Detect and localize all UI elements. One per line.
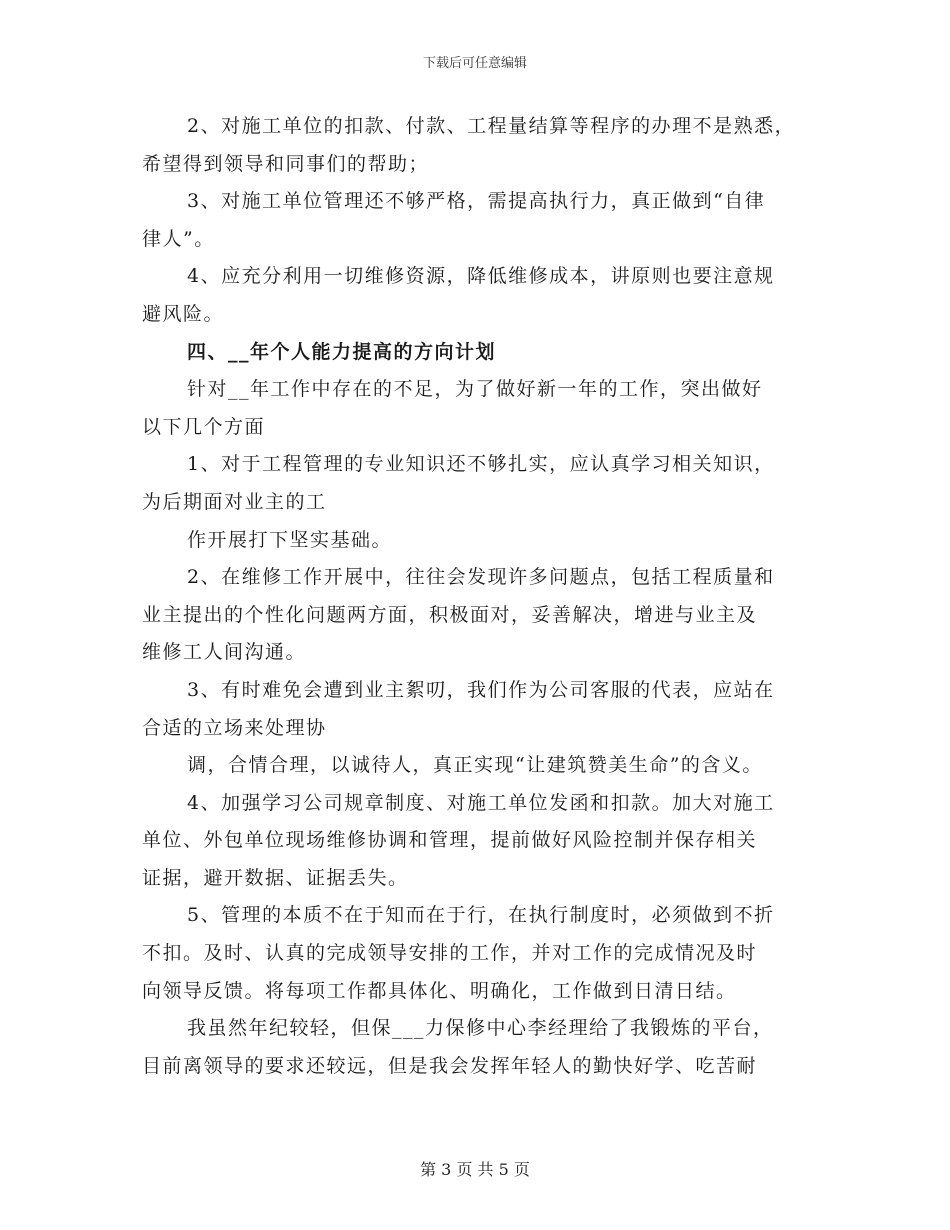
text-line: 向领导反馈。将每项工作都具体化、明确化，工作做到日清日结。: [142, 979, 737, 1002]
text-line: 避风险。: [142, 302, 225, 325]
text-line: 希望得到领导和同事们的帮助；: [142, 152, 430, 175]
text-line: 我虽然年纪较轻，但保___力保修中心李经理给了我锻炼的平台，: [187, 1017, 774, 1040]
text-line: 1、对于工程管理的专业知识还不够扎实，应认真学习相关知识，: [187, 453, 775, 476]
text-line: 4、应充分利用一切维修资源，降低维修成本，讲原则也要注意规: [187, 265, 775, 288]
text-line: 5、管理的本质不在于知而在于行，在执行制度时，必须做到不折: [187, 904, 775, 927]
text-line: 针对__年工作中存在的不足，为了做好新一年的工作，突出做好: [187, 378, 763, 401]
text-line: 证据，避开数据、证据丢失。: [142, 866, 409, 889]
page-header: 下载后可任意编辑: [422, 56, 527, 71]
text-line: 单位、外包单位现场维修协调和管理，提前做好风险控制并保存相关: [142, 829, 758, 852]
text-line: 为后期面对业主的工: [142, 490, 327, 513]
section-heading: 四、__年个人能力提高的方向计划: [187, 340, 497, 363]
text-line: 律人”。: [142, 227, 215, 250]
document-body: [142, 108, 817, 1085]
text-line: 目前离领导的要求还较远，但是我会发挥年轻人的勤快好学、吃苦耐: [142, 1054, 758, 1077]
text-line: 调，合情合理，以诚待人，真正实现“让建筑赞美生命”的含义。: [187, 754, 763, 777]
text-line: 作开展打下坚实基础。: [187, 528, 393, 551]
text-line: 2、对施工单位的扣款、付款、工程量结算等程序的办理不是熟悉，: [187, 115, 796, 137]
text-line: 2、在维修工作开展中，往往会发现许多问题点，包括工程质量和: [187, 566, 775, 589]
text-line: 4、加强学习公司规章制度、对施工单位发函和扣款。加大对施工: [187, 791, 775, 814]
text-line: 以下几个方面: [142, 415, 266, 438]
text-line: 3、对施工单位管理还不够严格，需提高执行力，真正做到“自律: [187, 190, 766, 213]
text-line: 3、有时难免会遭到业主絮叨，我们作为公司客服的代表，应站在: [187, 678, 775, 701]
text-line: 合适的立场来处理协: [142, 716, 327, 739]
page-footer: 第 3 页 共 5 页: [420, 1160, 530, 1179]
text-line: 业主提出的个性化问题两方面，积极面对，妥善解决，增进与业主及: [142, 603, 758, 626]
text-line: 不扣。及时、认真的完成领导安排的工作，并对工作的完成情况及时: [142, 942, 758, 965]
text-line: 维修工人间沟通。: [142, 641, 307, 664]
